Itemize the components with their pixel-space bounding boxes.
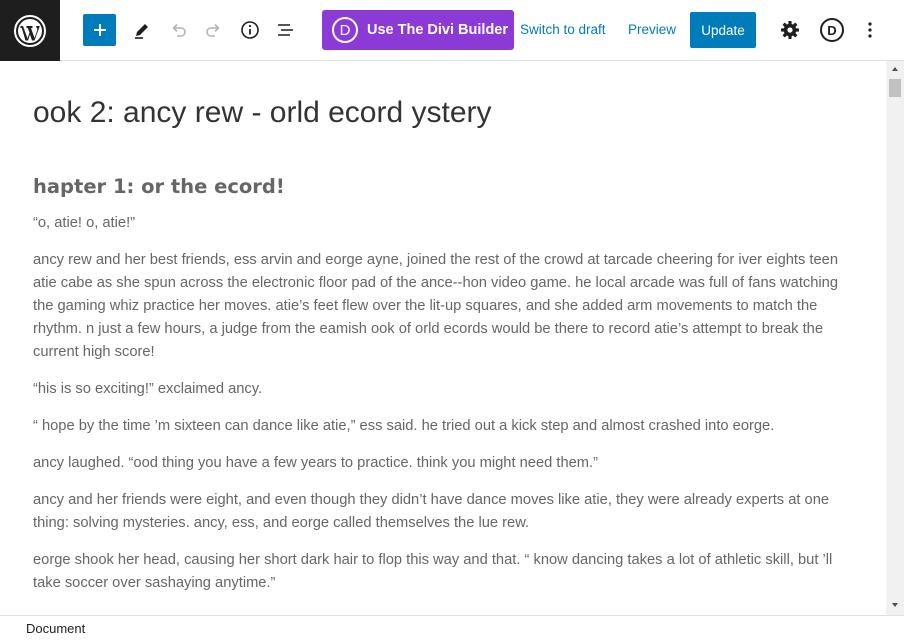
plus-icon: [92, 22, 108, 38]
triangle-up-icon: [890, 64, 900, 74]
update-button[interactable]: Update: [690, 12, 756, 48]
list-view-icon: [276, 20, 296, 40]
wordpress-logo-icon: [14, 15, 46, 47]
list-view-button[interactable]: [274, 18, 298, 42]
gear-icon: [780, 20, 800, 40]
tools-button[interactable]: [130, 18, 154, 42]
paragraph-block[interactable]: ancy rew and her best friends, ess arvin and eorge ayne, joined the rest of the crowd at tarcade cheering for iver eights teen atie cabe as she spun across the electronic floor pad of the ance--hon video game. he local arcade was full of fans watching the gaming whiz practice her moves. atie’s feet flew over the lit-up squares, and she added arm movements to match the rhythm. n just a few hours, a judge from the eamish ook of orld ecords would be there to record atie’s attempt to break the current high score!: [33, 252, 839, 360]
add-block-button[interactable]: [83, 14, 116, 46]
editor-canvas[interactable]: [0, 61, 886, 615]
use-divi-builder-button[interactable]: [322, 10, 514, 50]
post-title[interactable]: ook 2: ancy rew - orld ecord ystery: [33, 96, 492, 129]
divi-icon: D: [332, 17, 358, 43]
editor-toolbar: [0, 0, 904, 61]
preview-button[interactable]: Preview: [628, 22, 677, 37]
paragraph-block[interactable]: “ hope by the time ’m sixteen can dance like atie,” ess said. he tried out a kick step and almost crashed into eorge.: [33, 418, 775, 434]
undo-icon: [168, 20, 188, 40]
paragraph-block[interactable]: “o, atie! o, atie!”: [33, 215, 136, 231]
triangle-down-icon: [890, 600, 900, 610]
editor-footer: [0, 615, 904, 640]
divi-button-label: Use The Divi Builder: [367, 22, 509, 38]
redo-button[interactable]: [202, 18, 226, 42]
scroll-down-arrow[interactable]: [886, 600, 904, 612]
paragraph-block[interactable]: ancy laughed. “ood thing you have a few years to practice. think you might need them.”: [33, 455, 598, 471]
kebab-menu-icon: [860, 20, 880, 40]
pencil-icon: [132, 20, 152, 40]
breadcrumb-document[interactable]: Document: [26, 621, 86, 636]
chapter-heading[interactable]: hapter 1: or the ecord!: [33, 175, 285, 198]
paragraph-block[interactable]: eorge shook her head, causing her short dark hair to flop this way and that. “ know dancing takes a lot of athletic skill, but ’ll take soccer over sashaying anytime.”: [33, 552, 833, 591]
wordpress-logo-button[interactable]: [0, 0, 60, 61]
divi-user-icon[interactable]: D: [820, 18, 844, 42]
options-menu-button[interactable]: [858, 18, 882, 42]
paragraph-block[interactable]: ancy and her friends were eight, and even though they didn’t have dance moves like atie, they were already experts at one thing: solving mysteries. ancy, ess, and eorge called themselves the lue rew.: [33, 492, 830, 531]
switch-to-draft-button[interactable]: Switch to draft: [520, 22, 606, 37]
vertical-scrollbar[interactable]: [886, 61, 904, 615]
redo-icon: [204, 20, 224, 40]
paragraph-block[interactable]: “his is so exciting!” exclaimed ancy.: [33, 381, 263, 397]
info-icon: [240, 20, 260, 40]
details-button[interactable]: [238, 18, 262, 42]
undo-button[interactable]: [166, 18, 190, 42]
settings-button[interactable]: [778, 18, 802, 42]
scroll-up-arrow[interactable]: [886, 64, 904, 76]
scrollbar-thumb[interactable]: [889, 79, 901, 97]
